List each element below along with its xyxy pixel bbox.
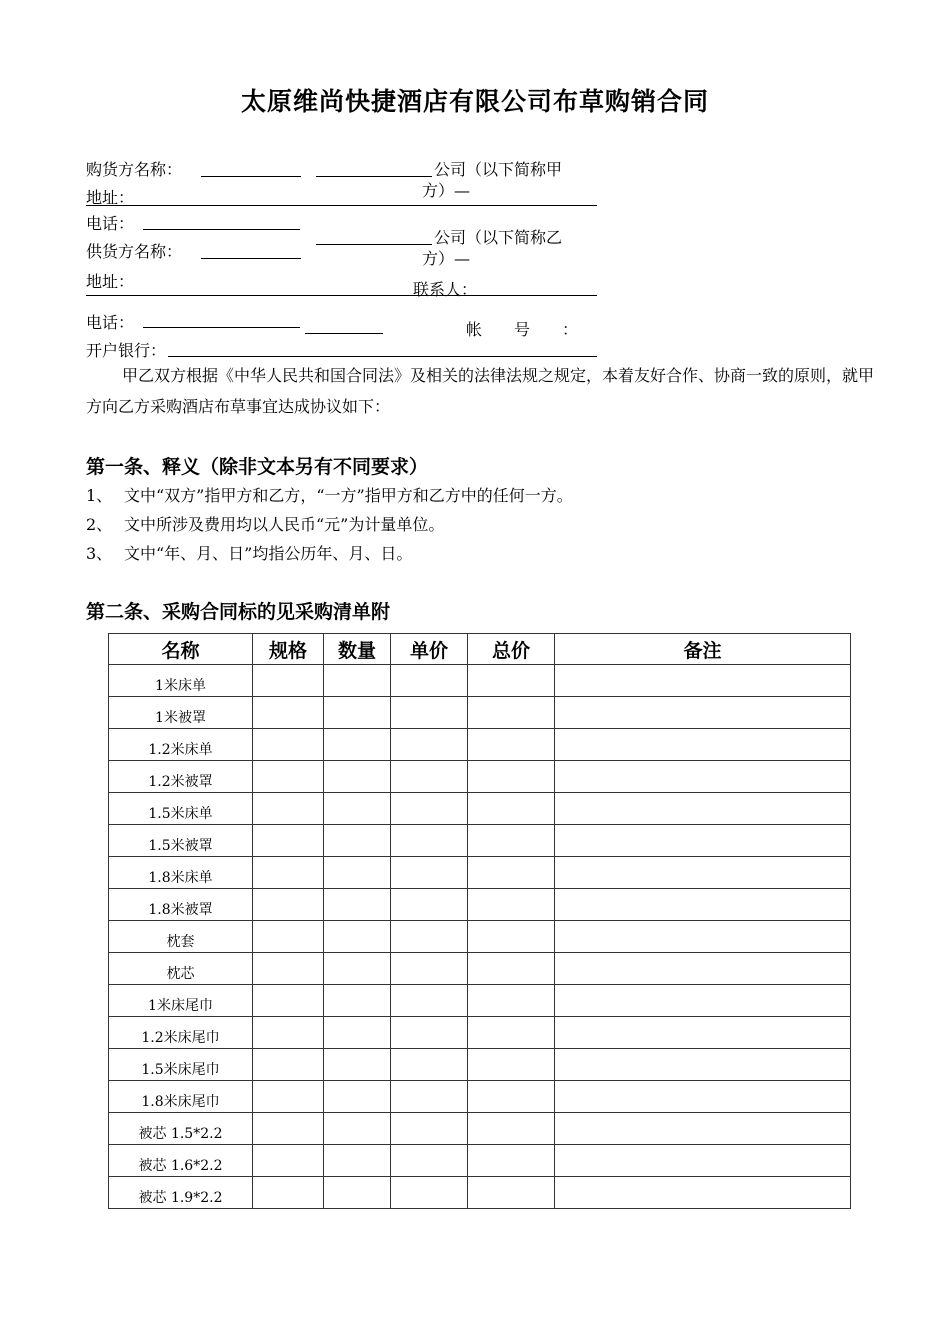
spec-cell[interactable] [253,921,324,953]
table-row [109,921,851,953]
table-row [109,953,851,985]
table-row [109,825,851,857]
table-row [109,729,851,761]
spec-cell[interactable] [253,985,324,1017]
quantity-cell[interactable] [324,825,391,857]
article-1-item-text: 文中“双方”指甲方和乙方，“一方”指甲方和乙方中的任何一方。 [124,486,573,505]
remarks-cell[interactable] [555,729,851,761]
contact-label: 联系人： [413,280,478,299]
article-2-heading: 第二条、采购合同标的见采购清单附 [86,601,391,623]
spec-cell[interactable] [253,761,324,793]
buyer-name-blank[interactable] [201,176,301,177]
remarks-cell[interactable] [555,985,851,1017]
table-row [109,793,851,825]
table-row [109,889,851,921]
buyer-name-label: 购货方名称： [86,160,183,179]
quantity-cell[interactable] [324,1177,391,1209]
remarks-cell[interactable] [555,1081,851,1113]
spec-cell[interactable] [253,793,324,825]
quantity-cell[interactable] [324,793,391,825]
article-1-item-num: 2、 [86,515,113,534]
total-cell[interactable] [468,729,555,761]
spec-cell[interactable] [253,1017,324,1049]
intro-paragraph: 甲乙双方根据《中华人民共和国合同法》及相关的法律法规之规定，本着友好合作、协商一致的原则，就甲方向乙方采购酒店布草事宜达成协议如下： [86,366,875,416]
unit-price-cell[interactable] [391,1177,468,1209]
remarks-cell[interactable] [555,1177,851,1209]
quantity-cell[interactable] [324,857,391,889]
unit-price-cell[interactable] [391,1081,468,1113]
item-name-cell: 枕套 [109,921,253,953]
spec-cell[interactable] [253,697,324,729]
remarks-cell[interactable] [555,793,851,825]
item-name-cell: 被芯 1.6*2.2 [109,1145,253,1177]
article-1-item-text: 文中所涉及费用均以人民币“元”为计量单位。 [124,515,445,534]
unit-price-cell[interactable] [391,793,468,825]
column-header-name: 名称 [109,634,253,665]
column-header-remarks: 备注 [555,634,851,665]
total-cell[interactable] [468,761,555,793]
supplier-address-label: 地址： [86,272,135,291]
spec-cell[interactable] [253,857,324,889]
article-1-item-text: 文中“年、月、日”均指公历年、月、日。 [124,544,413,563]
spec-cell[interactable] [253,729,324,761]
remarks-cell[interactable] [555,665,851,697]
table-row [109,1081,851,1113]
article-1-item-num: 1、 [86,486,113,505]
supplier-suffix: 公司（以下简称乙 [434,228,563,247]
unit-price-cell[interactable] [391,1145,468,1177]
table-row [109,985,851,1017]
item-name-cell: 1.2米被罩 [109,761,253,793]
remarks-cell[interactable] [555,953,851,985]
quantity-cell[interactable] [324,1081,391,1113]
supplier-address-line[interactable] [86,295,597,296]
unit-price-cell[interactable] [391,953,468,985]
unit-price-cell[interactable] [391,1049,468,1081]
total-cell[interactable] [468,1049,555,1081]
total-cell[interactable] [468,857,555,889]
spec-cell[interactable] [253,953,324,985]
total-cell[interactable] [468,889,555,921]
remarks-cell[interactable] [555,1049,851,1081]
unit-price-cell[interactable] [391,665,468,697]
remarks-cell[interactable] [555,857,851,889]
buyer-address-line[interactable] [86,205,597,206]
item-name-cell: 被芯 1.9*2.2 [109,1177,253,1209]
buyer-address-label: 地址： [86,188,135,207]
item-name-cell: 1.2米床单 [109,729,253,761]
item-name-cell: 1米被罩 [109,697,253,729]
remarks-cell[interactable] [555,761,851,793]
buyer-phone-blank[interactable] [143,229,300,230]
remarks-cell[interactable] [555,1113,851,1145]
spec-cell[interactable] [253,889,324,921]
total-cell[interactable] [468,1113,555,1145]
table-row [109,665,851,697]
total-cell[interactable] [468,1081,555,1113]
table-row [109,697,851,729]
column-header-unit-price: 单价 [391,634,468,665]
remarks-cell[interactable] [555,697,851,729]
article-1-item-num: 3、 [86,544,113,563]
item-name-cell: 枕芯 [109,953,253,985]
unit-price-cell[interactable] [391,889,468,921]
total-cell[interactable] [468,665,555,697]
item-name-cell: 1.8米床尾巾 [109,1081,253,1113]
quantity-cell[interactable] [324,697,391,729]
item-name-cell: 被芯 1.5*2.2 [109,1113,253,1145]
item-name-cell: 1.5米被罩 [109,825,253,857]
item-name-cell: 1米床单 [109,665,253,697]
item-name-cell: 1米床尾巾 [109,985,253,1017]
quantity-cell[interactable] [324,761,391,793]
table-row [109,857,851,889]
supplier-phone-blank-2[interactable] [305,333,383,334]
supplier-phone-blank[interactable] [143,327,300,328]
unit-price-cell[interactable] [391,825,468,857]
table-row [109,1177,851,1209]
purchase-list-table [108,633,851,1209]
unit-price-cell[interactable] [391,921,468,953]
spec-cell[interactable] [253,1177,324,1209]
item-name-cell: 1.8米被罩 [109,889,253,921]
buyer-suffix: 公司（以下简称甲 [434,160,563,179]
spec-cell[interactable] [253,1113,324,1145]
quantity-cell[interactable] [324,1145,391,1177]
spec-cell[interactable] [253,1081,324,1113]
account-label: 帐 号 ： [466,320,579,339]
quantity-cell[interactable] [324,985,391,1017]
document-title: 太原维尚快捷酒店有限公司布草购销合同 [240,87,709,116]
item-name-cell: 1.5米床单 [109,793,253,825]
supplier-suffix-cont: 方）— [422,249,471,268]
buyer-phone-label: 电话： [86,214,135,233]
remarks-cell[interactable] [555,1145,851,1177]
total-cell[interactable] [468,825,555,857]
article-1-heading: 第一条、释义（除非文本另有不同要求） [86,456,429,478]
quantity-cell[interactable] [324,889,391,921]
item-name-cell: 1.5米床尾巾 [109,1049,253,1081]
spec-cell[interactable] [253,1145,324,1177]
quantity-cell[interactable] [324,1049,391,1081]
item-name-cell: 1.2米床尾巾 [109,1017,253,1049]
total-cell[interactable] [468,1177,555,1209]
quantity-cell[interactable] [324,921,391,953]
column-header-total: 总价 [468,634,555,665]
table-header-row [109,634,851,665]
quantity-cell[interactable] [324,953,391,985]
remarks-cell[interactable] [555,889,851,921]
buyer-company-blank[interactable] [316,176,432,177]
column-header-spec: 规格 [253,634,324,665]
quantity-cell[interactable] [324,1113,391,1145]
column-header-quantity: 数量 [324,634,391,665]
remarks-cell[interactable] [555,1017,851,1049]
table-row [109,1049,851,1081]
unit-price-cell[interactable] [391,857,468,889]
total-cell[interactable] [468,921,555,953]
total-cell[interactable] [468,985,555,1017]
total-cell[interactable] [468,697,555,729]
item-name-cell: 1.8米床单 [109,857,253,889]
unit-price-cell[interactable] [391,697,468,729]
unit-price-cell[interactable] [391,1017,468,1049]
table-row [109,761,851,793]
quantity-cell[interactable] [324,665,391,697]
total-cell[interactable] [468,1017,555,1049]
supplier-name-label: 供货方名称： [86,242,183,261]
unit-price-cell[interactable] [391,985,468,1017]
table-row [109,1145,851,1177]
remarks-cell[interactable] [555,825,851,857]
supplier-name-blank[interactable] [201,258,301,259]
remarks-cell[interactable] [555,921,851,953]
total-cell[interactable] [468,953,555,985]
spec-cell[interactable] [253,1049,324,1081]
bank-label: 开户银行： [86,341,167,360]
supplier-phone-label: 电话： [86,313,135,332]
unit-price-cell[interactable] [391,729,468,761]
spec-cell[interactable] [253,825,324,857]
total-cell[interactable] [468,793,555,825]
unit-price-cell[interactable] [391,761,468,793]
total-cell[interactable] [468,1145,555,1177]
bank-line[interactable] [168,356,597,357]
table-row [109,1113,851,1145]
quantity-cell[interactable] [324,729,391,761]
buyer-suffix-cont: 方）— [422,181,471,200]
supplier-company-blank[interactable] [316,244,432,245]
table-row [109,1017,851,1049]
quantity-cell[interactable] [324,1017,391,1049]
spec-cell[interactable] [253,665,324,697]
unit-price-cell[interactable] [391,1113,468,1145]
